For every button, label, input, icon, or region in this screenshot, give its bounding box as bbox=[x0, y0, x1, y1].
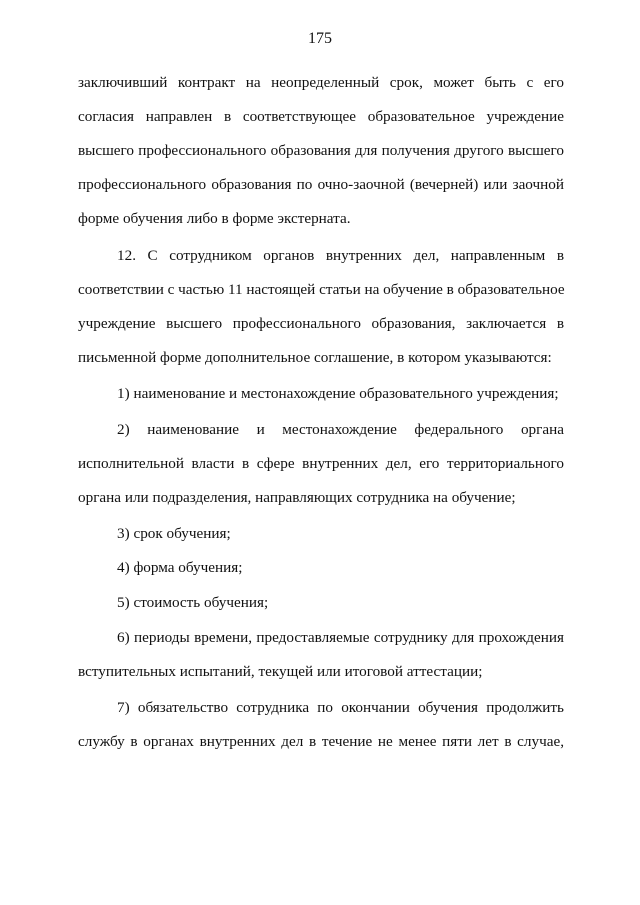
list-item: 7) обязательство сотрудника по окончании обучения продолжить bbox=[117, 699, 564, 716]
text-line: форме обучения либо в форме экстерната. bbox=[78, 210, 351, 227]
text-line: вступительных испытаний, текущей или итоговой аттестации; bbox=[78, 663, 483, 680]
text-line: службу в органах внутренних дел в течение не менее пяти лет в случае, bbox=[78, 733, 564, 750]
list-item: 3) срок обучения; bbox=[117, 525, 231, 542]
text-line: учреждение высшего профессионального образования, заключается в bbox=[78, 315, 564, 332]
list-item: 5) стоимость обучения; bbox=[117, 594, 269, 611]
text-line: органа или подразделения, направляющих сотрудника на обучение; bbox=[78, 489, 516, 506]
list-item: 4) форма обучения; bbox=[117, 559, 243, 576]
list-item: 6) периоды времени, предоставляемые сотруднику для прохождения bbox=[117, 629, 564, 646]
list-item: 1) наименование и местонахождение образовательного учреждения; bbox=[117, 385, 559, 402]
text-line: исполнительной власти в сфере внутренних дел, его территориального bbox=[78, 455, 564, 472]
text-line: соответствии с частью 11 настоящей статьи на обучение в образовательное bbox=[78, 281, 565, 298]
page-number: 175 bbox=[308, 30, 332, 47]
text-line: 12. С сотрудником органов внутренних дел, направленным в bbox=[117, 247, 564, 264]
list-item: 2) наименование и местонахождение федерального органа bbox=[117, 421, 564, 438]
text-line: профессионального образования по очно-заочной (вечерней) или заочной bbox=[78, 176, 564, 193]
text-line: письменной форме дополнительное соглашение, в котором указываются: bbox=[78, 349, 552, 366]
text-line: заключивший контракт на неопределенный срок, может быть с его bbox=[78, 74, 564, 91]
text-line: согласия направлен в соответствующее образовательное учреждение bbox=[78, 108, 564, 125]
text-line: высшего профессионального образования для получения другого высшего bbox=[78, 142, 564, 159]
